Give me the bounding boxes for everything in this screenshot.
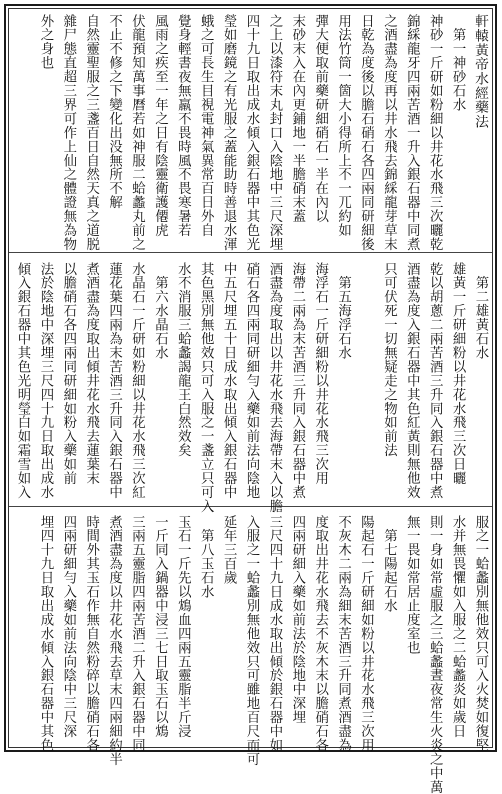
text-column: 傾入銀石器中其色光明瑩白如霜雪如入 <box>15 262 30 500</box>
text-column: 第七陽起石水 <box>381 515 397 613</box>
text-column: 度取出井花水飛去不灰木末以膽硝石各 <box>312 515 328 753</box>
text-column: 水晶石一斤研如粉細以井花水飛三次紅 <box>129 262 145 500</box>
text-column: 乾以胡蔥二兩苦酒三升同入銀石器中煮 <box>427 262 443 500</box>
text-column: 煮酒盡為度取出傾井花水飛去蓮葉末 <box>83 262 99 486</box>
text-column: 水并無畏懼如入服之二蛤蠡炎如歲日 <box>450 515 466 739</box>
text-column: 蛾之可長生目視電神氣異常百日外自 <box>198 14 214 238</box>
text-column: 第六水晶石水 <box>152 262 168 360</box>
text-column: 之上以漆符末丸封口入陰地中三尺深埋 <box>266 14 282 252</box>
text-column: 入服之一蛤蠡別無他效只可雖地百尺而可 <box>244 515 259 767</box>
text-column: 煮酒盡為度以井花水飛去草末四兩細約半 <box>106 515 122 767</box>
text-column: 無一畏如常居止度室也 <box>404 515 420 655</box>
text-column: 錦綵龍牙四兩苦酒一升入銀石器中同煮 <box>404 14 420 252</box>
text-column: 中五尺埋五十日成水取出傾入銀石器中 <box>221 262 237 500</box>
text-column: 酒盡為度取出以井花水飛去海帶末入以膽 <box>266 262 282 514</box>
text-column: 自然靈聖服之三盞百日自然天真之道脱 <box>83 14 99 252</box>
text-column: 三兩五靈脂四兩苦酒二升入銀石器中同 <box>129 515 145 753</box>
text-column: 服之一蛤蠡別無他效只可入火焚如復堅 <box>473 515 488 753</box>
text-column: 不灰木二兩為細末苦酒三升同煮酒盡為 <box>335 515 351 753</box>
text-column: 第五海浮石水 <box>335 262 351 360</box>
text-column: 只可伏死一切無疑走之物如前法 <box>381 262 397 458</box>
text-column: 海浮石一斤研細粉以井花水飛三次用 <box>312 262 328 486</box>
text-column: 法於陰地中深埋三尺四十九日取出成水 <box>37 262 53 500</box>
text-column: 四兩研細勻入藥如前法向陰中三尺深 <box>60 515 76 739</box>
text-column: 埋四十九日取出成水傾入銀石器中其色 <box>37 515 53 753</box>
band-divider-2 <box>9 506 492 507</box>
text-column: 第一神砂石水 <box>450 14 466 112</box>
text-column: 覺身輕書夜無羸不畏時風不畏寒暑若 <box>175 14 191 238</box>
text-column: 雄黃一斤研細粉以井花水飛三次日曬 <box>450 262 466 486</box>
text-column: 外之身也 <box>37 14 53 70</box>
text-column: 硝石各四兩同研細勻入藥如前法向陰地 <box>244 262 259 500</box>
text-column: 彈大便取前藥研細硝石一半在內以 <box>312 14 328 224</box>
text-column: 時間外其玉石作無自然粉碎以膽硝石各 <box>83 515 99 753</box>
text-column: 延年三百歲 <box>221 515 237 585</box>
text-column: 瑩如磨鏡之有光服之蓋能助時善退水渾 <box>221 14 237 252</box>
text-column: 蓮花葉四兩為末苦酒三升同入銀石器中 <box>106 262 122 500</box>
document-title: 軒轅黃帝水經藥法 <box>472 14 488 129</box>
text-column: 其色黑別無他效只可入服之一盞立只可入 <box>198 262 214 514</box>
text-column: 第八玉石水 <box>198 515 214 599</box>
text-column: 海帶二兩為末苦酒三升同入銀石器中煮 <box>289 262 305 500</box>
text-column: 水不消服三蛤蠡謁龍王白然效矣 <box>175 262 191 458</box>
text-column: 之酒盡為度再以井水飛去錦綵龍芽草末 <box>381 14 397 252</box>
text-column: 四兩研細入藥如前法於陰地中深埋 <box>289 515 305 725</box>
text-column: 神砂一斤研如粉細以井花水飛三次曬乾 <box>427 14 443 252</box>
text-column: 酒盡為度入銀石器中其色紅黃則無他效 <box>404 262 420 500</box>
text-column: 以膽硝石各四兩同研細如粉入藥如前 <box>60 262 76 486</box>
text-column: 雜尸態直超三界可作上仙之體證無為物 <box>60 14 76 252</box>
text-column: 伏龍預知萬事曆若如神服二蛤蠡丸前之 <box>129 14 145 252</box>
text-column: 玉石一斤先以鴆血四兩五靈脂半斤浸 <box>175 515 191 739</box>
text-column: 日乾為度後以膽石硝石各四兩同研細後 <box>358 14 374 252</box>
text-column: 三尺四十九日成水取出傾於銀石器中如 <box>266 515 282 753</box>
text-column: 則一身如常虛服之三蛤蠡晝夜常生火炎之中萬 <box>427 515 443 794</box>
text-column: 不止不修之下變化出没無所不解 <box>106 14 122 210</box>
text-column: 陽起石一斤研細如粉以井花水飛三次用 <box>358 515 374 753</box>
text-column: 末砂末入在內更鋪地一半膽硝末蓋 <box>289 14 305 224</box>
text-column: 第二雄黃石水 <box>473 262 488 360</box>
text-column: 四十九日取出成水傾入銀石器中其色光 <box>244 14 259 252</box>
text-column: 一斤同入鍋器中浸三七日取玉石以鴆 <box>152 515 168 739</box>
text-column: 用法竹筒一箇大小得所上不一兀約如 <box>335 14 351 238</box>
text-column: 風雨之疾至一年之日有陰靈衛護僊虎 <box>152 14 168 238</box>
band-divider-1 <box>9 252 492 253</box>
